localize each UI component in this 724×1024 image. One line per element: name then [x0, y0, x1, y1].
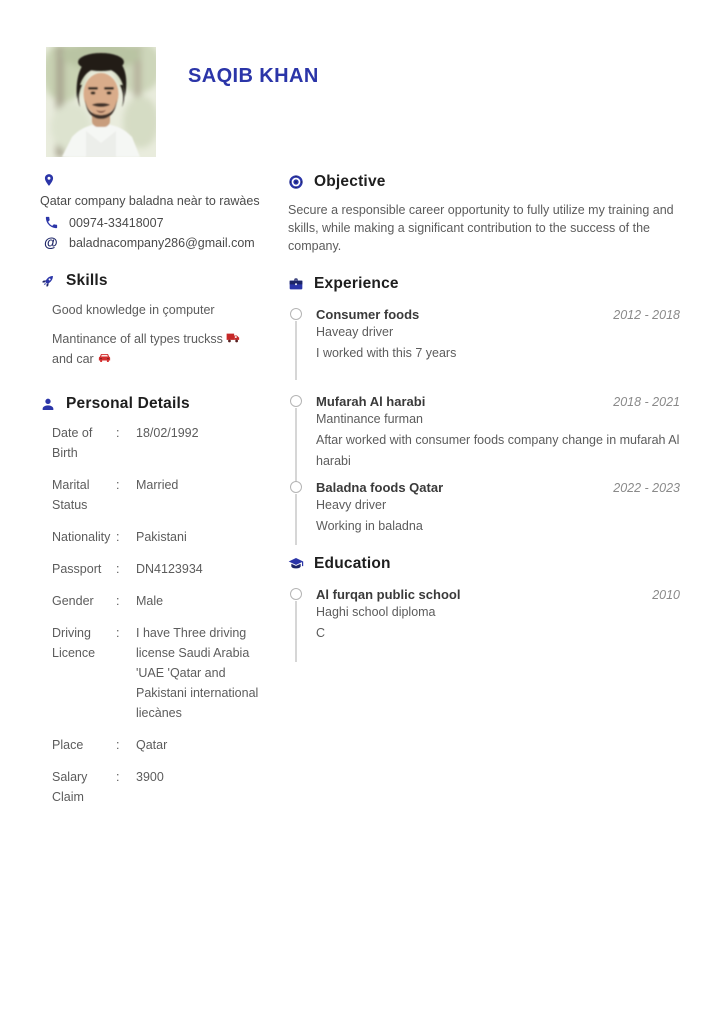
- detail-label: Driving Licence: [52, 626, 96, 660]
- education-heading: Education: [314, 555, 391, 572]
- detail-value: 18/02/1992: [136, 426, 199, 440]
- detail-row: [52, 475, 276, 515]
- description: I worked with this 7 years: [316, 346, 457, 360]
- timeline-line: [295, 494, 297, 545]
- detail-row: [52, 559, 276, 579]
- detail-label: Nationality: [52, 530, 111, 544]
- briefcase-icon: [288, 276, 304, 292]
- timeline-line: [295, 321, 297, 380]
- profile-photo: [46, 47, 156, 157]
- timeline-dot: [290, 308, 302, 320]
- contact-email-row: [40, 235, 276, 250]
- rocket-icon: [40, 273, 56, 289]
- skill-item: [52, 329, 276, 369]
- experience-section-header: [288, 275, 680, 293]
- company-name: Baladna foods Qatar: [316, 480, 444, 495]
- header: [0, 0, 724, 157]
- detail-label: Place: [52, 738, 84, 752]
- right-column: [288, 169, 680, 819]
- contact-phone: 00974-33418007: [69, 215, 164, 230]
- timeline-line: [295, 601, 297, 662]
- detail-value: 3900: [136, 770, 164, 784]
- period: 2018 - 2021: [613, 395, 680, 409]
- experience-entry: [290, 394, 680, 472]
- left-column: [40, 169, 276, 819]
- profile-photo-image: [46, 47, 156, 157]
- contact-address: Qatar company baladna neàr to rawàes: [40, 194, 260, 208]
- person-icon: [40, 396, 56, 412]
- grade: C: [316, 626, 326, 640]
- period: 2010: [652, 588, 680, 602]
- role: Mantinance furman: [316, 412, 424, 426]
- contact-location-row: [42, 171, 276, 189]
- education-entry: [290, 587, 680, 644]
- detail-value: Pakistani: [136, 530, 187, 544]
- experience-entry: [290, 480, 680, 537]
- skills-section-header: [40, 272, 276, 290]
- detail-separator: :: [116, 594, 120, 608]
- detail-row: [52, 591, 276, 611]
- objective-text: Secure a responsible career opportunity to fully utilize my training and skills, while making a significant contribution to the success of the company.: [288, 203, 674, 253]
- degree: Haghi school diploma: [316, 605, 436, 619]
- personal-section-header: [40, 395, 276, 413]
- detail-row: [52, 527, 276, 547]
- skill-text: Mantinance of all types truckss: [52, 332, 223, 346]
- skills-heading: Skills: [66, 272, 108, 289]
- detail-label: Gender: [52, 594, 94, 608]
- skill-text: and car: [52, 352, 94, 366]
- education-timeline: [290, 587, 680, 644]
- content-columns: [0, 157, 724, 819]
- detail-value: Married: [136, 478, 179, 492]
- school-name: Al furqan public school: [316, 587, 461, 602]
- skill-item: Good knowledge in çomputer: [52, 303, 215, 317]
- detail-row: [52, 735, 276, 755]
- timeline-dot: [290, 395, 302, 407]
- objective-section-header: [288, 173, 680, 191]
- contact-email: baladnacompany286@gmail.com: [69, 235, 255, 250]
- detail-value: DN4123934: [136, 562, 203, 576]
- detail-row: [52, 623, 276, 723]
- timeline-dot: [290, 588, 302, 600]
- company-name: Consumer foods: [316, 307, 420, 322]
- detail-value: I have Three driving license Saudi Arabia 'UAE 'Qatar and Pakistani international liecànes: [136, 626, 259, 720]
- detail-row: [52, 767, 276, 807]
- detail-label: Salary Claim: [52, 770, 88, 804]
- detail-label: Date of Birth: [52, 426, 93, 460]
- target-icon: [288, 174, 304, 190]
- entry-header: [316, 394, 680, 409]
- objective-heading: Objective: [314, 173, 386, 190]
- entry-header: [316, 587, 680, 602]
- detail-separator: :: [116, 770, 120, 784]
- detail-label: Passport: [52, 562, 102, 576]
- experience-heading: Experience: [314, 275, 399, 292]
- role: Haveay driver: [316, 325, 394, 339]
- car-icon: [97, 352, 112, 364]
- personal-heading: Personal Details: [66, 395, 190, 412]
- truck-icon: [226, 332, 241, 344]
- experience-entry: [290, 307, 680, 364]
- phone-icon: [44, 215, 59, 230]
- detail-value: Male: [136, 594, 164, 608]
- experience-timeline: [290, 307, 680, 537]
- detail-separator: :: [116, 562, 120, 576]
- detail-separator: :: [116, 626, 120, 640]
- entry-header: [316, 307, 680, 322]
- detail-label: Marital Status: [52, 478, 90, 512]
- detail-row: [52, 423, 276, 463]
- description: Aftar worked with consumer foods company change in mufarah Al harabi: [316, 433, 680, 468]
- timeline-dot: [290, 481, 302, 493]
- contact-phone-row: [40, 215, 276, 230]
- candidate-name: SAQIB KHAN: [188, 65, 319, 87]
- period: 2022 - 2023: [613, 481, 680, 495]
- at-icon: @: [44, 234, 58, 250]
- education-section-header: [288, 555, 680, 573]
- timeline-line: [295, 408, 297, 488]
- detail-separator: :: [116, 478, 120, 492]
- period: 2012 - 2018: [613, 308, 680, 322]
- detail-separator: :: [116, 426, 120, 440]
- detail-separator: :: [116, 738, 120, 752]
- location-pin-icon: [42, 171, 56, 189]
- detail-separator: :: [116, 530, 120, 544]
- graduation-cap-icon: [288, 556, 304, 572]
- detail-value: Qatar: [136, 738, 168, 752]
- entry-header: [316, 480, 680, 495]
- role: Heavy driver: [316, 498, 387, 512]
- description: Working in baladna: [316, 519, 423, 533]
- company-name: Mufarah Al harabi: [316, 394, 426, 409]
